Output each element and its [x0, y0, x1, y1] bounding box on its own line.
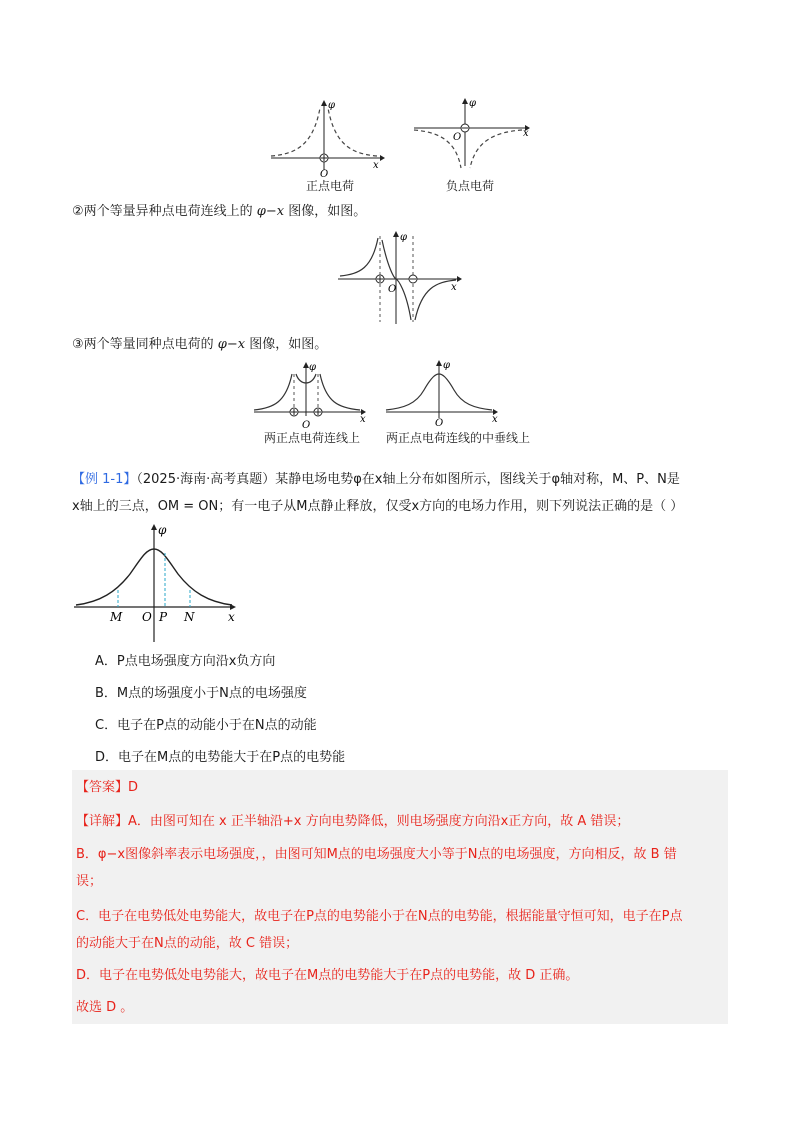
- origin-label: O: [142, 610, 152, 624]
- detail-tag: 【详解】: [76, 814, 129, 829]
- item2-prefix: ②两个等量异种点电荷连线上的: [72, 204, 257, 219]
- item2-suffix: 图像，如图。: [284, 204, 367, 219]
- same-charges-bisector-caption: 两正点电荷连线的中垂线上: [385, 431, 530, 445]
- detail-line-6: D．电子在电势低处电势能大，故电子在M点的电势能大于在P点的电势能，故 D 正确。: [76, 968, 579, 983]
- option-a[interactable]: A．P点电场强度方向沿x负方向: [95, 654, 276, 669]
- item3-formula: φ−x: [217, 337, 246, 352]
- axis-x-label: x: [451, 282, 457, 293]
- example-potential-figure: [72, 522, 242, 646]
- option-d[interactable]: D．电子在M点的电势能大于在P点的电势能: [95, 750, 346, 765]
- axis-phi-label: φ: [158, 523, 167, 537]
- same-charges-line-caption: 两正点电荷连线上: [263, 431, 360, 445]
- item3-suffix: 图像，如图。: [245, 337, 328, 352]
- axis-phi-label: φ: [443, 360, 451, 371]
- item3-prefix: ③两个等量同种点电荷的: [72, 337, 218, 352]
- same-charges-line-figure: [250, 360, 374, 432]
- example-line2: x轴上的三点，OM = ON；有一电子从M点静止释放，仅受x方向的电场力作用，则下列说法正确的是（ ）: [72, 499, 684, 514]
- axis-x-label: x: [373, 160, 379, 171]
- opposite-charges-figure: [336, 228, 464, 324]
- origin-label: O: [388, 284, 397, 295]
- negative-charge-figure: [410, 96, 535, 176]
- detail-text-1: A．由图可知在 x 正半轴沿+x 方向电势降低，则电场强度方向沿x正方向，故 A 错误；: [128, 814, 630, 829]
- example-line1: [72, 470, 680, 490]
- point-n-label: N: [184, 610, 195, 624]
- origin-label: O: [435, 418, 444, 429]
- axis-phi-label: φ: [309, 362, 317, 373]
- example-tag: 【例 1-1】: [72, 472, 137, 487]
- axis-phi-label: φ: [400, 232, 408, 243]
- item2-text: [72, 202, 366, 222]
- origin-label: O: [453, 132, 462, 143]
- origin-label: O: [302, 420, 311, 431]
- detail-line-4: C．电子在电势低处电势能大，故电子在P点的电势能小于在N点的电势能，根据能量守恒可知，电子在P点: [76, 909, 683, 924]
- item3-text: [72, 335, 327, 355]
- detail-line-1: [76, 812, 629, 832]
- same-charges-bisector-figure: [382, 360, 506, 432]
- example-stem-line1: （2025·海南·高考真题）某静电场电势φ在x轴上分布如图所示，图线关于φ轴对称，M、P、N是: [136, 472, 680, 487]
- axis-x-label: x: [228, 610, 235, 624]
- item2-formula: φ−x: [256, 204, 285, 219]
- axis-x-label: x: [360, 414, 366, 425]
- axis-phi-label: φ: [328, 100, 336, 111]
- detail-line-7: 故选 D 。: [76, 1000, 134, 1015]
- positive-charge-caption: 正点电荷: [305, 179, 354, 193]
- point-p-label: P: [159, 610, 168, 624]
- option-b[interactable]: B．M点的场强度小于N点的电场强度: [95, 686, 307, 701]
- origin-label: O: [320, 169, 329, 180]
- point-m-label: M: [110, 610, 123, 624]
- detail-line-2: B．φ−x图像斜率表示电场强度，，由图可知M点的电场强度大小等于N点的电场强度，方向相反，故 B 错: [76, 847, 677, 862]
- axis-phi-label: φ: [469, 98, 477, 109]
- detail-line-5: 的动能大于在N点的动能，故 C 错误；: [76, 936, 299, 951]
- answer-label: 【答案】D: [76, 780, 139, 795]
- negative-charge-caption: 负点电荷: [445, 179, 494, 193]
- option-c[interactable]: C．电子在P点的动能小于在N点的动能: [95, 718, 317, 733]
- axis-x-label: x: [523, 128, 529, 139]
- axis-x-label: x: [492, 414, 498, 425]
- detail-line-3: 误；: [76, 874, 103, 889]
